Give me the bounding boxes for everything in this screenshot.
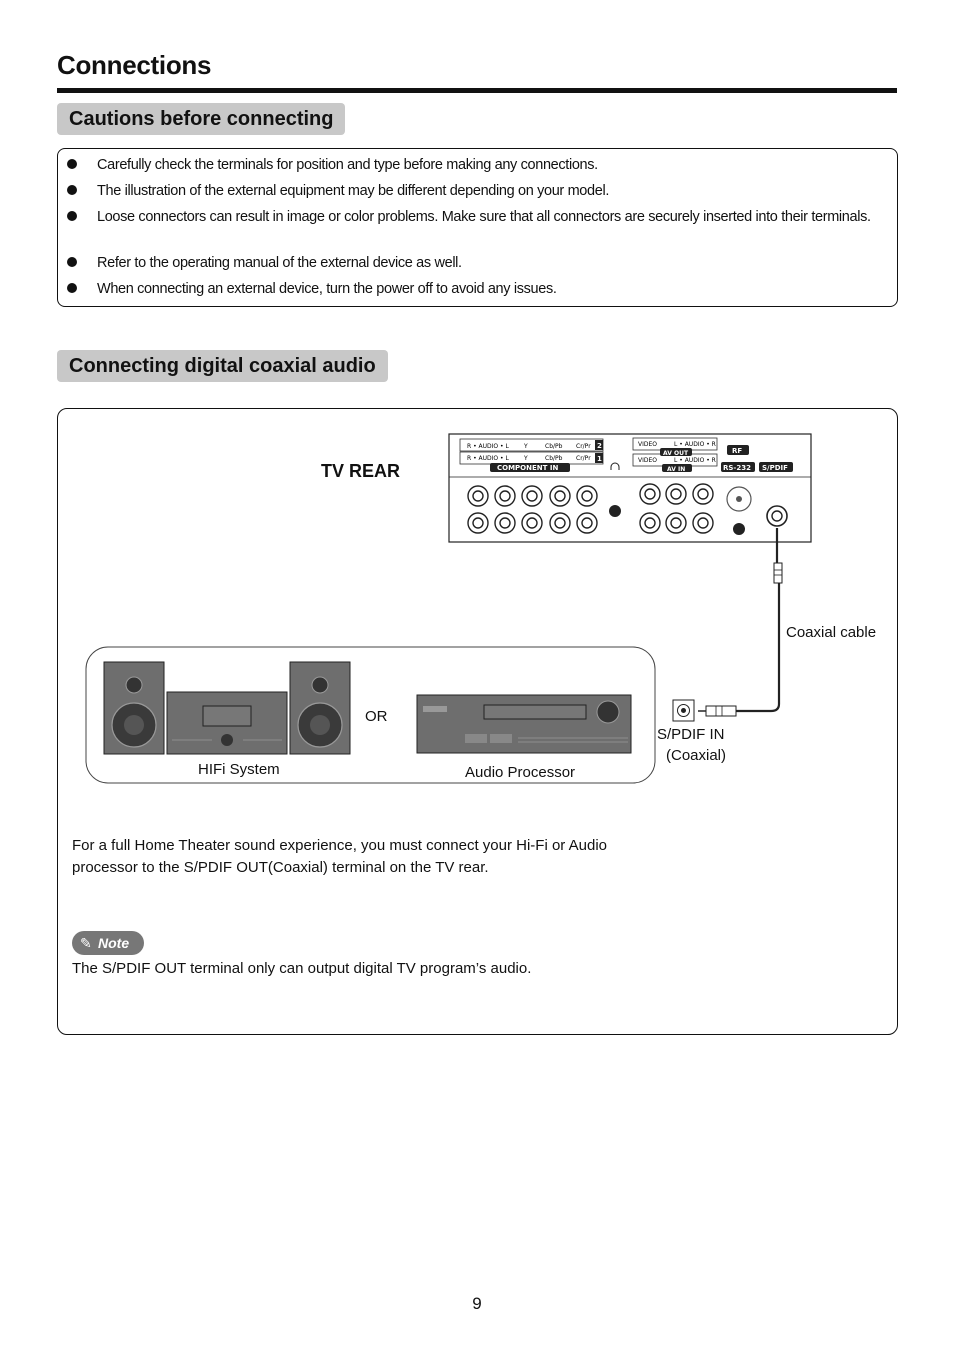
tv-rear-label: TV REAR: [321, 461, 401, 481]
panel-label-cr: Cr/Pr: [576, 455, 591, 462]
spdif-in-jack: [673, 700, 694, 721]
panel-label-rf: RF: [732, 447, 743, 455]
note-text: The S/PDIF OUT terminal only can output digital TV program’s audio.: [72, 960, 532, 977]
rs232-jack: [733, 523, 745, 535]
instruction-text: For a full Home Theater sound experience, you must connect your Hi-Fi or Audio processor to the S/PDIF OUT(Coaxial) terminal on the TV rear.: [72, 837, 607, 876]
caution-text: Refer to the operating manual of the external device as well.: [97, 255, 462, 271]
panel-label-1: 1: [597, 455, 602, 463]
page-number: 9: [472, 1294, 482, 1313]
note-label: Note: [98, 935, 130, 951]
caution-text: The illustration of the external equipment may be different depending on your model.: [97, 183, 610, 199]
panel-label-av-in: AV IN: [667, 466, 686, 473]
caution-text: Carefully check the terminals for position and type before making any connections.: [97, 157, 598, 173]
panel-label-audio: R • AUDIO • L: [467, 443, 509, 450]
panel-label-2: 2: [597, 442, 602, 450]
panel-label-y: Y: [524, 455, 528, 462]
headphone-jack: [609, 505, 621, 517]
left-speaker: [104, 662, 164, 754]
cautions-heading: Cautions before connecting: [57, 103, 345, 135]
audio-processor-label: Audio Processor: [465, 764, 576, 781]
panel-label-audio-lr: L • AUDIO • R: [674, 457, 716, 464]
panel-label-y: Y: [524, 443, 528, 450]
hifi-main-unit: [167, 692, 287, 754]
audio-processor: [417, 695, 631, 753]
coaxial-cable-label: Coaxial cable: [786, 624, 877, 641]
spdif-in-sublabel: (Coaxial): [666, 747, 727, 764]
spdif-in-label: S/PDIF IN: [657, 726, 725, 743]
caution-text: Loose connectors can result in image or color problems. Make sure that all connectors are securely inserted into their terminals.: [97, 209, 871, 225]
or-label: OR: [365, 708, 388, 725]
panel-label-cr: Cr/Pr: [576, 443, 591, 450]
caution-text: When connecting an external device, turn the power off to avoid any issues.: [97, 281, 557, 297]
panel-label-cb: Cb/Pb: [545, 443, 563, 450]
coaxial-heading: Connecting digital coaxial audio: [57, 350, 388, 382]
coaxial-cable: [698, 528, 782, 716]
panel-label-av-out: AV OUT: [663, 450, 689, 457]
panel-label-video: VIDEO: [638, 441, 658, 448]
tv-rear-panel: [449, 434, 811, 542]
panel-label-spdif: S/PDIF: [762, 464, 788, 472]
panel-label-audio: R • AUDIO • L: [467, 455, 509, 462]
hifi-system-label: HIFi System: [198, 761, 280, 778]
panel-label-component-in: COMPONENT IN: [497, 464, 559, 472]
panel-label-rs232: RS-232: [723, 464, 751, 472]
page-title: Connections: [57, 50, 212, 80]
panel-label-cb: Cb/Pb: [545, 455, 563, 462]
panel-label-video: VIDEO: [638, 457, 658, 464]
pencil-icon: ✎: [80, 935, 92, 951]
panel-label-audio-lr: L • AUDIO • R: [674, 441, 716, 448]
right-speaker: [290, 662, 350, 754]
note-badge: [72, 931, 144, 955]
